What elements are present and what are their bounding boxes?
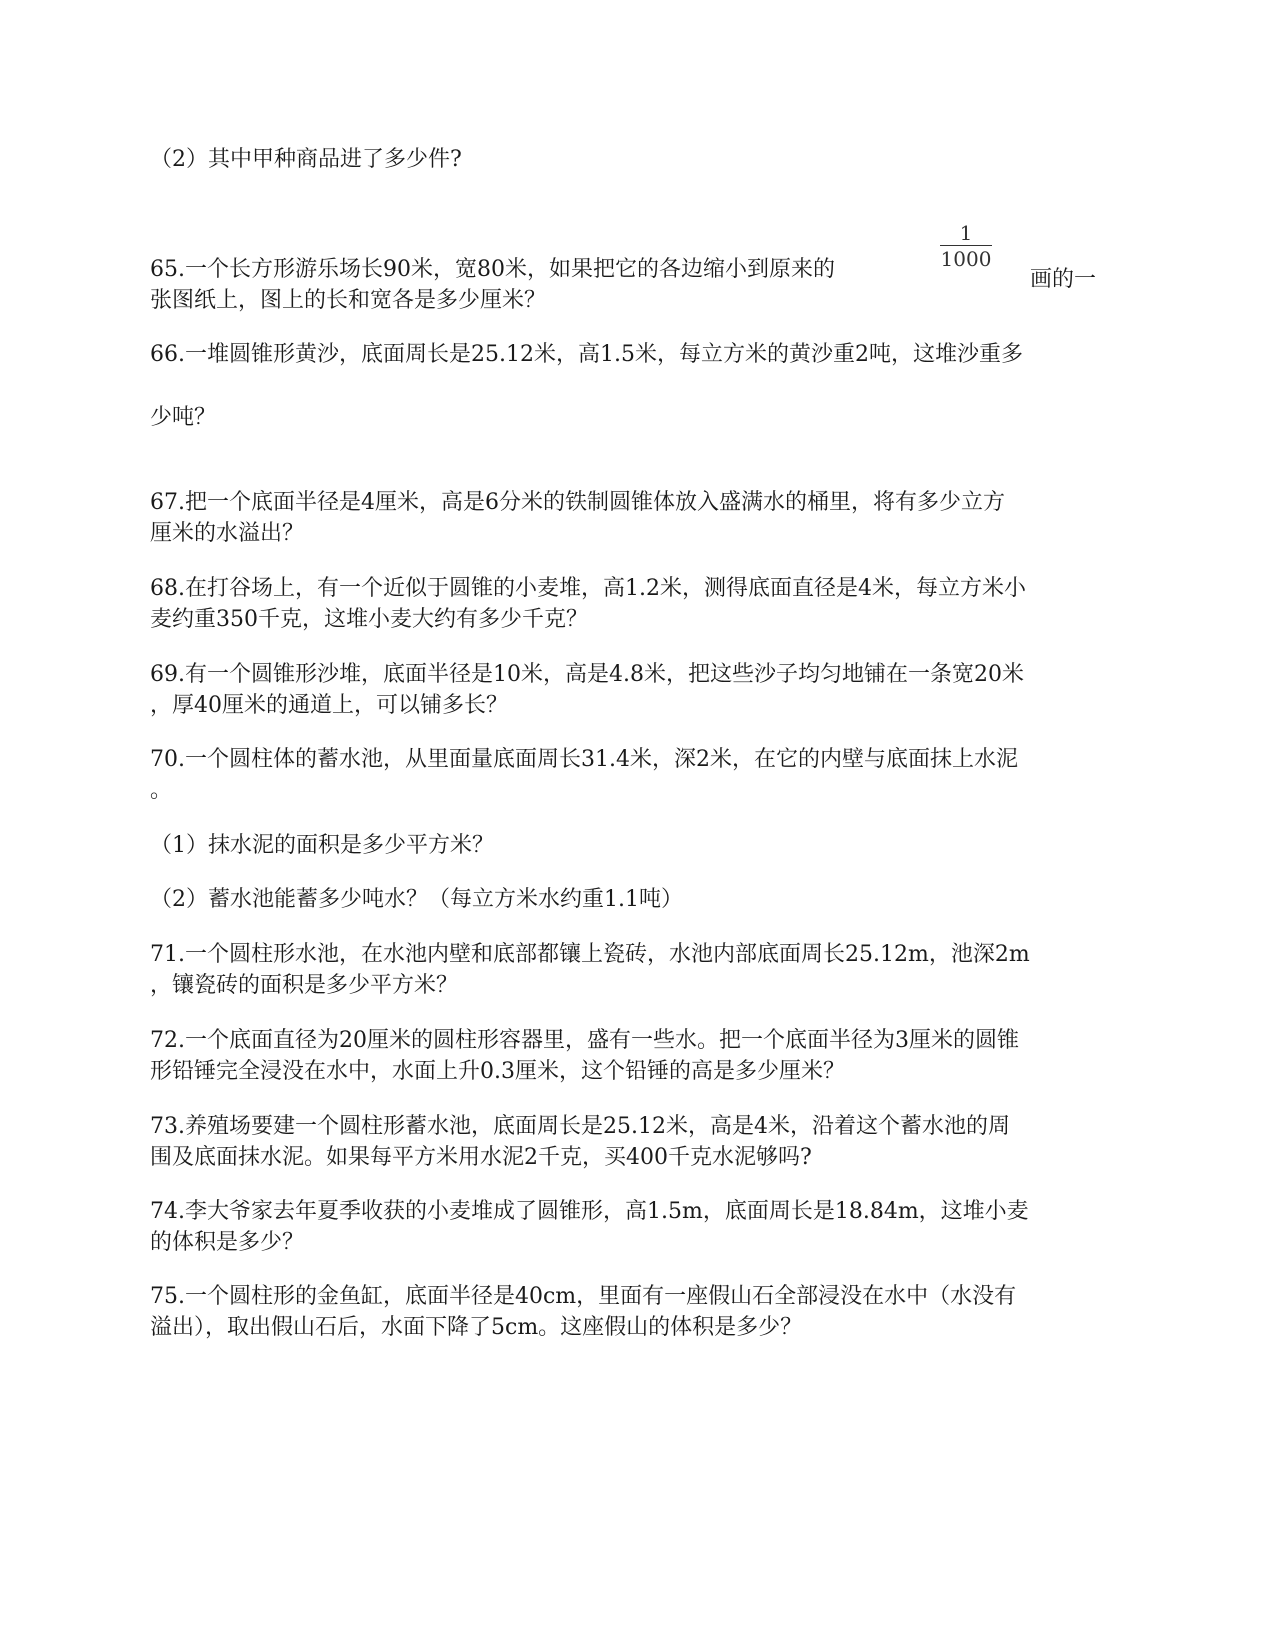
fraction-denominator: 1000: [940, 247, 992, 271]
question-65-line-2: 张图纸上，图上的长和宽各是多少厘米？: [150, 288, 547, 313]
question-65-tail: 画的一: [1030, 267, 1097, 292]
question-65-line-1: 65.一个长方形游乐场长90米，宽80米，如果把它的各边缩小到原来的: [150, 257, 835, 282]
question-71-line-1: 71.一个圆柱形水池，在水池内壁和底部都镶上瓷砖，水池内部底面周长25.12m，池深2m: [150, 942, 1030, 967]
question-66-line-1: 66.一堆圆锥形黄沙，底面周长是25.12米，高1.5米，每立方米的黄沙重2吨，这堆沙重多: [150, 342, 1023, 367]
fraction-bar: [940, 245, 992, 246]
question-69-line-1: 69.有一个圆锥形沙堆，底面半径是10米，高是4.8米，把这些沙子均匀地铺在一条宽20米: [150, 662, 1024, 687]
question-69-line-2: ，厚40厘米的通道上，可以铺多长？: [150, 693, 508, 718]
question-73-line-1: 73.养殖场要建一个圆柱形蓄水池，底面周长是25.12米，高是4米，沿着这个蓄水池的周: [150, 1114, 1010, 1139]
question-70-line-2: 。: [150, 778, 173, 803]
question-67-line-1: 67.把一个底面半径是4厘米，高是6分米的铁制圆锥体放入盛满水的桶里，将有多少立方: [150, 490, 1005, 515]
question-75-line-2: 溢出），取出假山石后，水面下降了5cm。这座假山的体积是多少？: [150, 1315, 803, 1340]
question-74-line-1: 74.李大爷家去年夏季收获的小麦堆成了圆锥形，高1.5m，底面周长是18.84m，这堆小麦: [150, 1199, 1029, 1224]
question-68-line-1: 68.在打谷场上，有一个近似于圆锥的小麦堆，高1.2米，测得底面直径是4米，每立方米小: [150, 576, 1026, 601]
question-75-line-1: 75.一个圆柱形的金鱼缸，底面半径是40cm，里面有一座假山石全部浸没在水中（水没有: [150, 1284, 1017, 1309]
question-68-line-2: 麦约重350千克，这堆小麦大约有多少千克？: [150, 607, 588, 632]
question-64-part-2: （2）其中甲种商品进了多少件?: [150, 147, 462, 172]
fraction-numerator: 1: [959, 221, 973, 245]
question-70-part-1: （1）抹水泥的面积是多少平方米？: [150, 833, 494, 858]
question-67-line-2: 厘米的水溢出？: [150, 521, 305, 546]
question-72-line-2: 形铅锤完全浸没在水中，水面上升0.3厘米，这个铅锤的高是多少厘米？: [150, 1059, 845, 1084]
question-74-line-2: 的体积是多少？: [150, 1230, 305, 1255]
question-66-line-2: 少吨？: [150, 405, 217, 430]
fraction-1-1000: [940, 222, 992, 270]
question-72-line-1: 72.一个底面直径为20厘米的圆柱形容器里，盛有一些水。把一个底面半径为3厘米的圆锥: [150, 1028, 1019, 1053]
question-73-line-2: 围及底面抹水泥。如果每平方米用水泥2千克，买400千克水泥够吗?: [150, 1145, 812, 1170]
question-70-part-2: （2）蓄水池能蓄多少吨水？（每立方米水约重1.1吨）: [150, 887, 683, 912]
question-70-line-1: 70.一个圆柱体的蓄水池，从里面量底面周长31.4米，深2米，在它的内壁与底面抹上水泥: [150, 747, 1018, 772]
question-71-line-2: ，镶瓷砖的面积是多少平方米？: [150, 973, 459, 998]
